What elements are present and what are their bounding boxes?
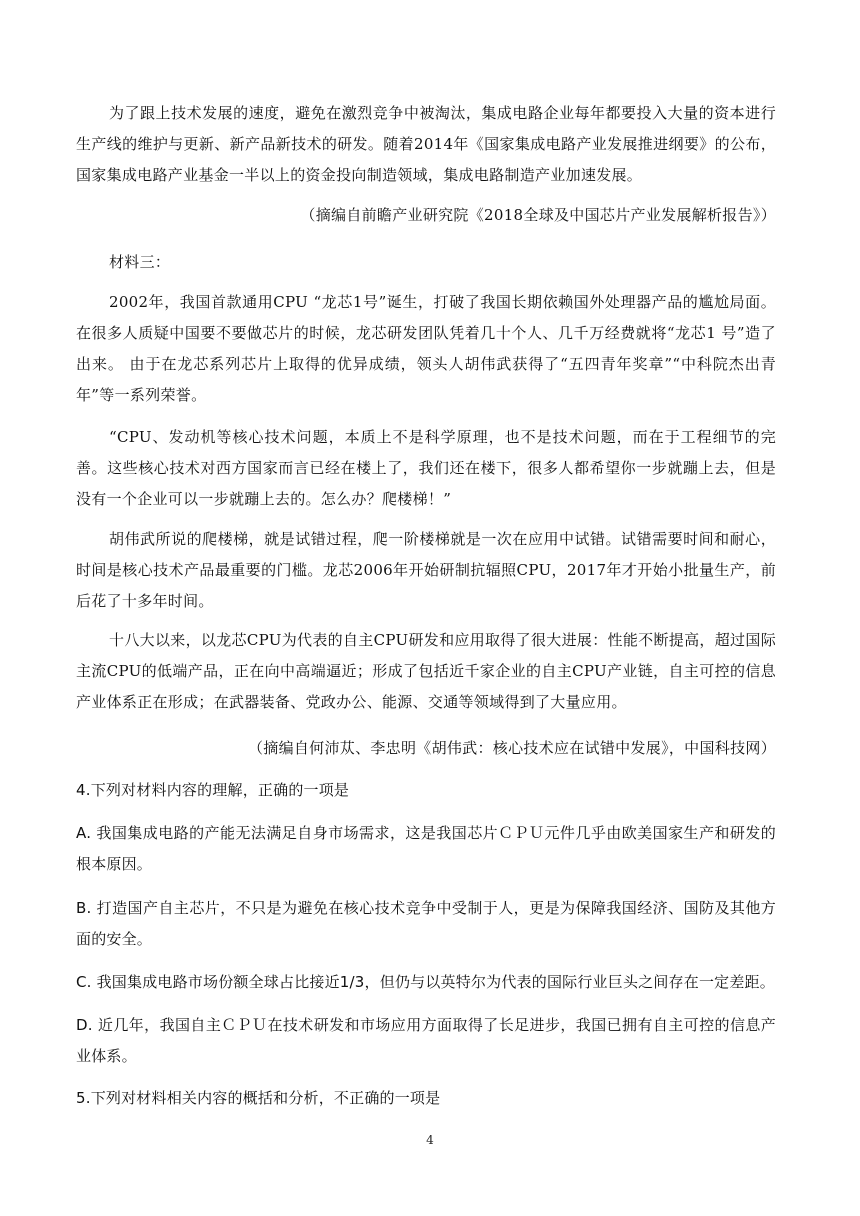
paragraph-trial-and-error: 胡伟武所说的爬楼梯，就是试错过程，爬一阶楼梯就是一次在应用中试错。试错需要时间和耐心，时间是核心技术产品最重要的门槛。龙芯2006年开始研制抗辐照CPU，2017年才开始小批量生产，前后花了十多年时间。	[76, 530, 776, 610]
source-citation-1: （摘编自前瞻产业研究院《2018全球及中国芯片产业发展解析报告》）	[300, 206, 776, 224]
question-4-option-b: B. 打造国产自主芯片，不只是为避免在核心技术竞争中受制于人，更是为保障我国经济、国防及其他方面的安全。	[76, 899, 776, 948]
page-number: 4	[426, 1133, 434, 1147]
material-three-heading: 材料三：	[109, 253, 171, 271]
source-citation-2: （摘编自何沛苁、李忠明《胡伟武：核心技术应在试错中发展》，中国科技网）	[247, 739, 776, 757]
question-4-option-a: A. 我国集成电路的产能无法满足自身市场需求，这是我国芯片ＣＰＵ元件几乎由欧美国家生产和研发的根本原因。	[76, 824, 776, 873]
paragraph-quote: “CPU、发动机等核心技术问题，本质上不是科学原理，也不是技术问题，而在于工程细节的完善。这些核心技术对西方国家而言已经在楼上了，我们还在楼下，很多人都希望你一步就蹦上去，但是没有一个企业可以一步就蹦上去的。怎么办？爬楼梯！”	[76, 428, 776, 508]
paragraph-investment: 为了跟上技术发展的速度，避免在激烈竞争中被淘汰，集成电路企业每年都要投入大量的资本进行生产线的维护与更新、新产品新技术的研发。随着2014年《国家集成电路产业发展推进纲要》的公布，国家集成电路产业基金一半以上的资金投向制造领域，集成电路制造产业加速发展。	[76, 104, 776, 184]
question-5-stem: 5.下列对材料相关内容的概括和分析，不正确的一项是	[76, 1089, 441, 1107]
question-4-option-c: C. 我国集成电路市场份额全球占比接近1/3，但仍与以英特尔为代表的国际行业巨头之间存在一定差距。	[76, 973, 775, 991]
paragraph-progress: 十八大以来，以龙芯CPU为代表的自主CPU研发和应用取得了很大进展：性能不断提高，超过国际主流CPU的低端产品，正在向中高端逼近；形成了包括近千家企业的自主CPU产业链，自主可控的信息产业体系正在形成；在武器装备、党政办公、能源、交通等领域得到了大量应用。	[76, 631, 776, 711]
question-4-stem: 4.下列对材料内容的理解，正确的一项是	[76, 781, 350, 799]
paragraph-loongson-birth: 2002年，我国首款通用CPU “龙芯1号”诞生，打破了我国长期依赖国外处理器产品的尴尬局面。在很多人质疑中国要不要做芯片的时候，龙芯研发团队凭着几十个人、几千万经费就将“龙芯1 号”造了出来。 由于在龙芯系列芯片上取得的优异成绩，领头人胡伟武获得了“五四青年奖章”“中科院杰出青年”等一系列荣誉。	[76, 293, 776, 404]
question-4-option-d: D. 近几年，我国自主ＣＰＵ在技术研发和市场应用方面取得了长足进步，我国已拥有自主可控的信息产业体系。	[76, 1016, 776, 1065]
